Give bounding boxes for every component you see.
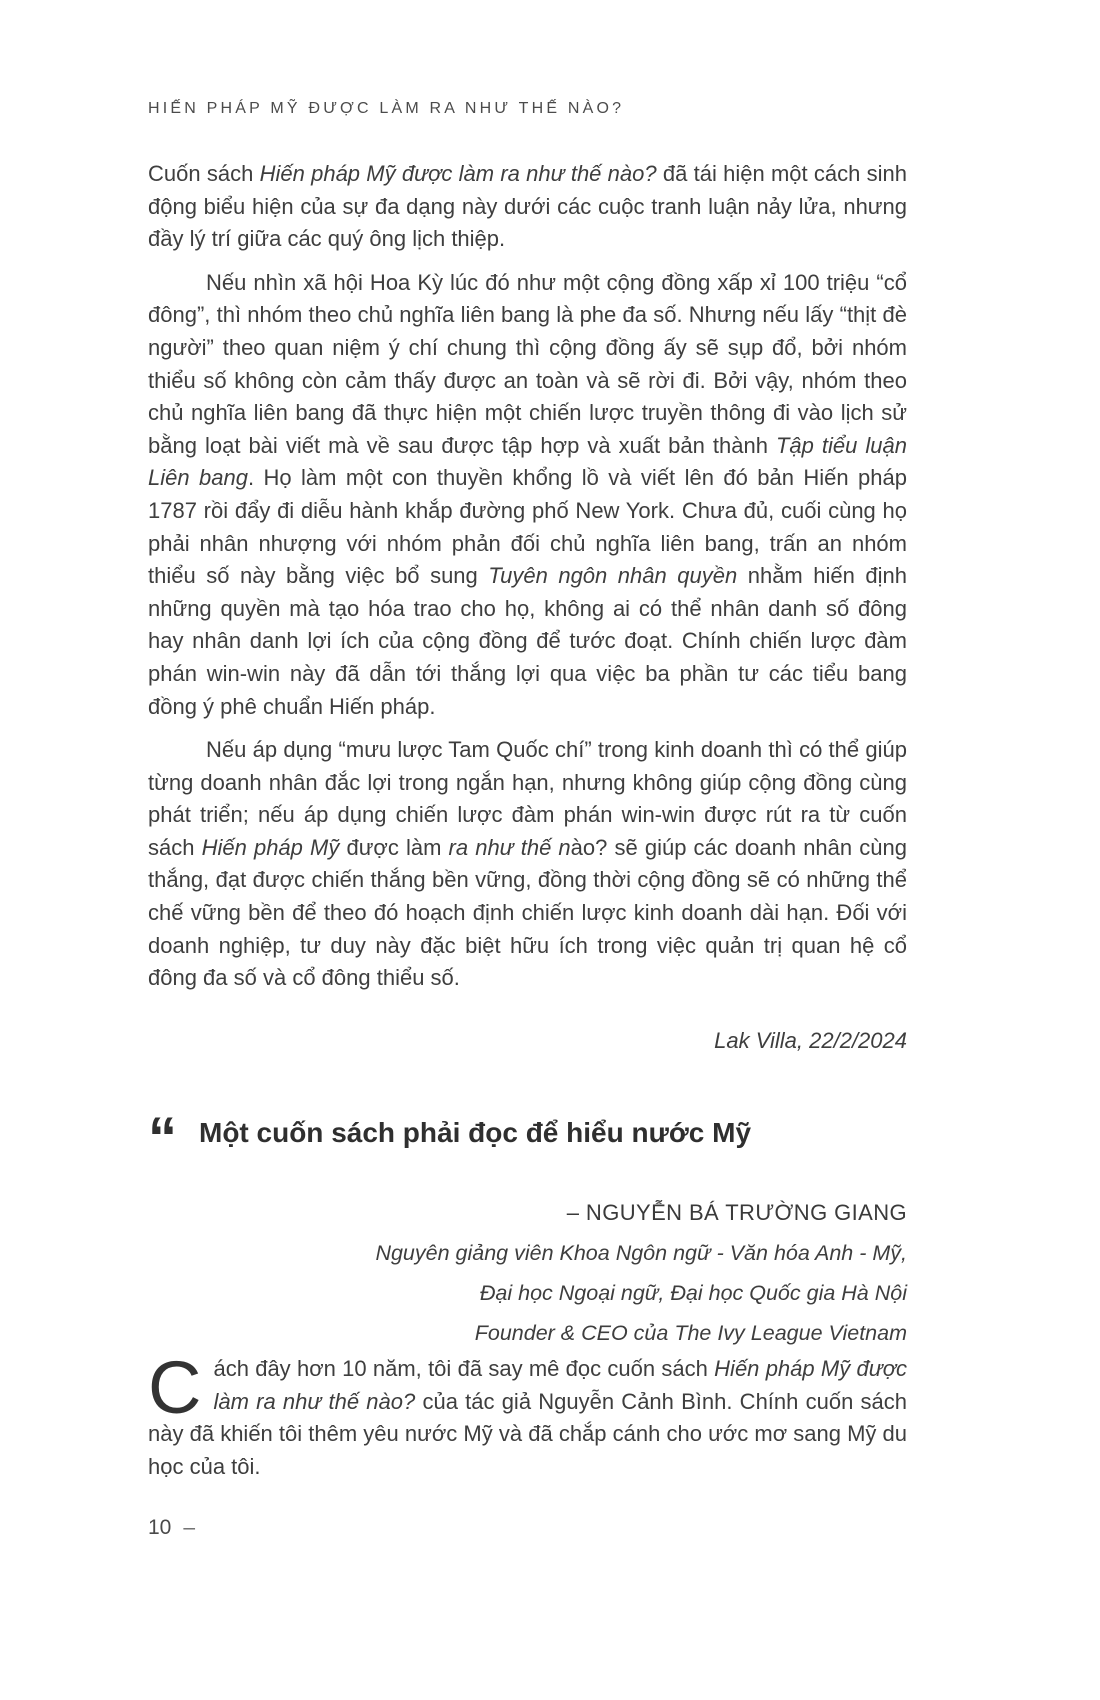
paragraph-intro	[148, 158, 907, 256]
signature-line: Lak Villa, 22/2/2024	[714, 1027, 907, 1053]
running-header: HIẾN PHÁP MỸ ĐƯỢC LÀM RA NHƯ THẾ NÀO?	[148, 100, 625, 117]
book-title-italic: Tuyên ngôn nhân quyền	[488, 563, 738, 589]
book-title-italic: Hiến pháp Mỹ được làm ra như thế nào?	[259, 161, 657, 186]
quote-credential-1: Nguyên giảng viên Khoa Ngôn ngữ - Văn hóa Anh - Mỹ,	[375, 1241, 907, 1266]
quote-title: Một cuốn sách phải đọc để hiểu nước Mỹ	[199, 1116, 752, 1148]
footer-dash: –	[183, 1516, 196, 1539]
book-title-italic: Hiến pháp Mỹ được làm ra như thế nào?	[213, 1356, 908, 1414]
quote-mark-icon: “	[148, 1105, 173, 1171]
book-title-italic: Tập tiểu luận Liên bang	[148, 432, 907, 491]
book-title-italic: Hiến pháp Mỹ	[201, 834, 340, 860]
closing-paragraph	[148, 1346, 908, 1483]
text-segment: được làm	[339, 834, 449, 860]
page-footer	[148, 1516, 195, 1540]
quote-author: – NGUYỄN BÁ TRƯỜNG GIANG	[566, 1200, 907, 1226]
page-number: 10	[148, 1516, 172, 1539]
paragraph-business	[148, 734, 907, 995]
quote-credential-3: Founder & CEO của The Ivy League Vietnam	[474, 1321, 907, 1346]
text-segment: đã tái hiện một cách sinh động biểu hiện của sự đa dạng này dưới các cuộc tranh luận nảy lửa, nhưng đầy lý trí giữa các quý ông lịch thiệp.	[148, 161, 907, 252]
text-segment: ào? sẽ giúp các doanh nhân cùng thắng, đạt được chiến thắng bền vững, đồng thời cộng đồng sẽ có những thể chế vững bền để theo đó hoạch định chiến lược kinh doanh dài hạn. Đối với doanh nghiệp, tư duy này đặc biệt hữu ích trong việc quản trị quan hệ cổ đông đa số và cổ đông thiểu số.	[148, 834, 907, 991]
text-segment: Cuốn sách	[148, 161, 260, 186]
text-segment: của tác giả Nguyễn Cảnh Bình. Chính cuốn sách này đã khiến tôi thêm yêu nước Mỹ và đã chắp cánh cho ước mơ sang Mỹ du học của tôi.	[148, 1388, 907, 1479]
text-segment: Nếu nhìn xã hội Hoa Kỳ lúc đó như một cộng đồng xấp xỉ 100 triệu “cổ đông”, thì nhóm theo chủ nghĩa liên bang là phe đa số. Nhưng nếu lấy “thịt đè người” theo quan niệm ý chí chung thì cộng đồng ấy sẽ sụp đổ, bởi nhóm thiểu số không còn cảm thấy được an toàn và sẽ rời đi. Bởi vậy, nhóm theo chủ nghĩa liên bang đã thực hiện một chiến lược truyền thông đi vào lịch sử bằng loạt bài viết mà về sau được tập hợp và xuất bản thành	[148, 269, 907, 458]
quote-heading-row	[148, 1105, 907, 1171]
quote-credential-2: Đại học Ngoại ngữ, Đại học Quốc gia Hà Nội	[479, 1281, 907, 1306]
text-segment: ách đây hơn 10 năm, tôi đã say mê đọc cuốn sách	[213, 1356, 715, 1382]
drop-cap: C	[148, 1346, 202, 1430]
paragraph-federalist	[148, 267, 907, 723]
text-segment: . Họ làm một con thuyền khổng lồ và viết lên đó bản Hiến pháp 1787 rồi đẩy đi diễu hành khắp đường phố New York. Chưa đủ, cuối cùng họ phải nhân nhượng với nhóm phản đối chủ nghĩa liên bang, trấn an nhóm thiểu số này bằng việc bổ sung	[148, 465, 907, 589]
text-segment: nhằm hiến định những quyền mà tạo hóa trao cho họ, không ai có thể nhân danh số đông hay nhân danh lợi ích của cộng đồng để tước đoạt. Chính chiến lược đàm phán win-win này đã dẫn tới thắng lợi qua việc ba phần tư các tiểu bang đồng ý phê chuẩn Hiến pháp.	[148, 563, 907, 719]
text-segment: Nếu áp dụng “mưu lược Tam Quốc chí” trong kinh doanh thì có thể giúp từng doanh nhân đắc lợi trong ngắn hạn, nhưng không giúp cộng đồng cùng phát triển; nếu áp dụng chiến lược đàm phán win-win được rút ra từ cuốn sách	[148, 737, 907, 860]
book-title-italic: ra như thế n	[448, 834, 571, 860]
